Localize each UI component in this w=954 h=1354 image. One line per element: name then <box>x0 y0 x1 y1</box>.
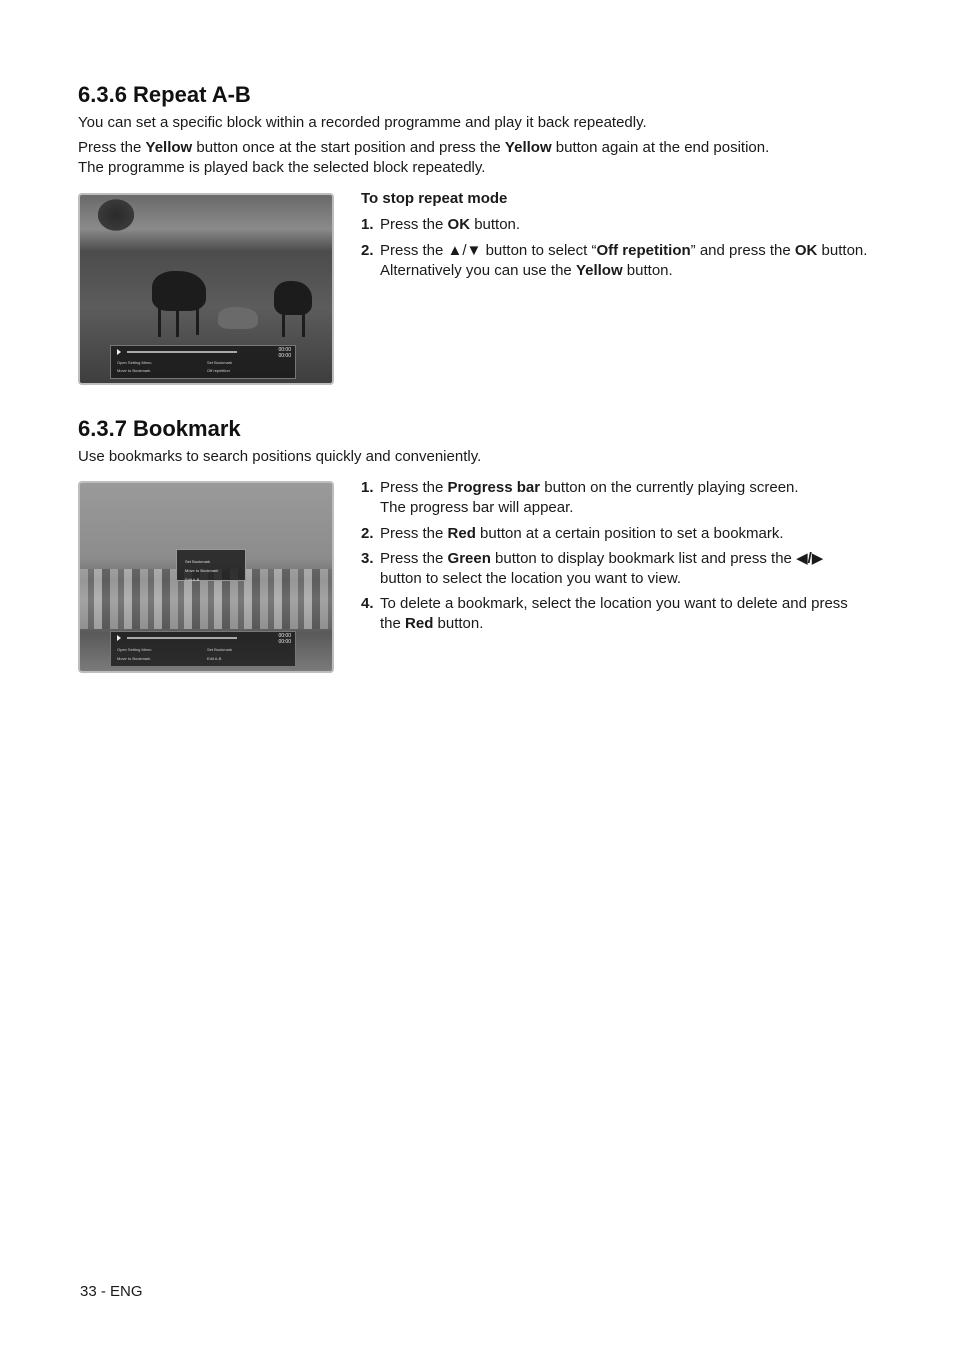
bookmark-step-3: 3. Press the Green button to display bookmark list and press the ◀/▶ <box>361 550 824 567</box>
bookmark-osd-panel <box>110 631 296 667</box>
popup-item: Edit A-B <box>185 577 200 582</box>
stop-step-1: 1. Press the OK button. <box>361 216 521 233</box>
osd-time-2: 00:00 <box>278 639 291 645</box>
play-icon <box>117 635 121 641</box>
bookmark-step-4-continued: the Red button. <box>380 615 484 632</box>
up-down-arrow-icon: ▲/▼ <box>447 242 482 259</box>
bookmark-step-1-continued: The progress bar will appear. <box>380 499 574 516</box>
repeat-intro: You can set a specific block within a recorded programme and play it back repeatedly. <box>78 114 647 131</box>
osd-item: Edit A-B <box>207 656 222 661</box>
osd-item: Move to Bookmark <box>117 656 151 661</box>
bookmark-popup-menu <box>176 549 246 581</box>
stop-step-2-continued: Alternatively you can use the Yellow button. <box>380 262 673 279</box>
bookmark-screenshot <box>78 481 334 673</box>
osd-time-1: 00:00 <box>278 347 291 353</box>
osd-item: Set Bookmark <box>207 360 233 365</box>
repeat-paragraph-1: Press the Yellow button once at the start position and press the Yellow button again at the end position. <box>78 139 770 156</box>
repeat-paragraph-2: The programme is played back the selected block repeatedly. <box>78 159 486 176</box>
osd-time-1: 00:00 <box>278 633 291 639</box>
bookmark-step-3-continued: button to select the location you want to view. <box>380 570 682 587</box>
popup-item: Move to Bookmark <box>185 568 219 573</box>
osd-item: Set Bookmark <box>207 647 233 652</box>
popup-item: Set Bookmark <box>185 559 211 564</box>
stop-repeat-subheading: To stop repeat mode <box>361 190 508 207</box>
bookmark-step-2: 2. Press the Red button at a certain position to set a bookmark. <box>361 525 784 542</box>
page-number: 33 - ENG <box>80 1283 143 1300</box>
osd-item: Move to Bookmark <box>117 368 151 373</box>
bookmark-step-4: 4. To delete a bookmark, select the location you want to delete and press <box>361 595 848 612</box>
osd-item: Off repetition <box>207 368 230 373</box>
repeat-screenshot <box>78 193 334 385</box>
left-right-arrow-icon: ◀/▶ <box>796 550 824 567</box>
osd-time-2: 00:00 <box>278 353 291 359</box>
osd-item: Open Setting Menu <box>117 647 152 652</box>
bookmark-intro: Use bookmarks to search positions quickly and conveniently. <box>78 448 482 465</box>
play-icon <box>117 349 121 355</box>
bookmark-step-1: 1. Press the Progress bar button on the currently playing screen. <box>361 479 799 496</box>
stop-step-2: 2. Press the ▲/▼ button to select “Off repetition” and press the OK button. <box>361 242 868 259</box>
section-heading-bookmark: 6.3.7 Bookmark <box>78 416 241 441</box>
section-heading-repeat-ab: 6.3.6 Repeat A-B <box>78 82 251 107</box>
repeat-osd-panel <box>110 345 296 379</box>
osd-item: Open Setting Menu <box>117 360 152 365</box>
